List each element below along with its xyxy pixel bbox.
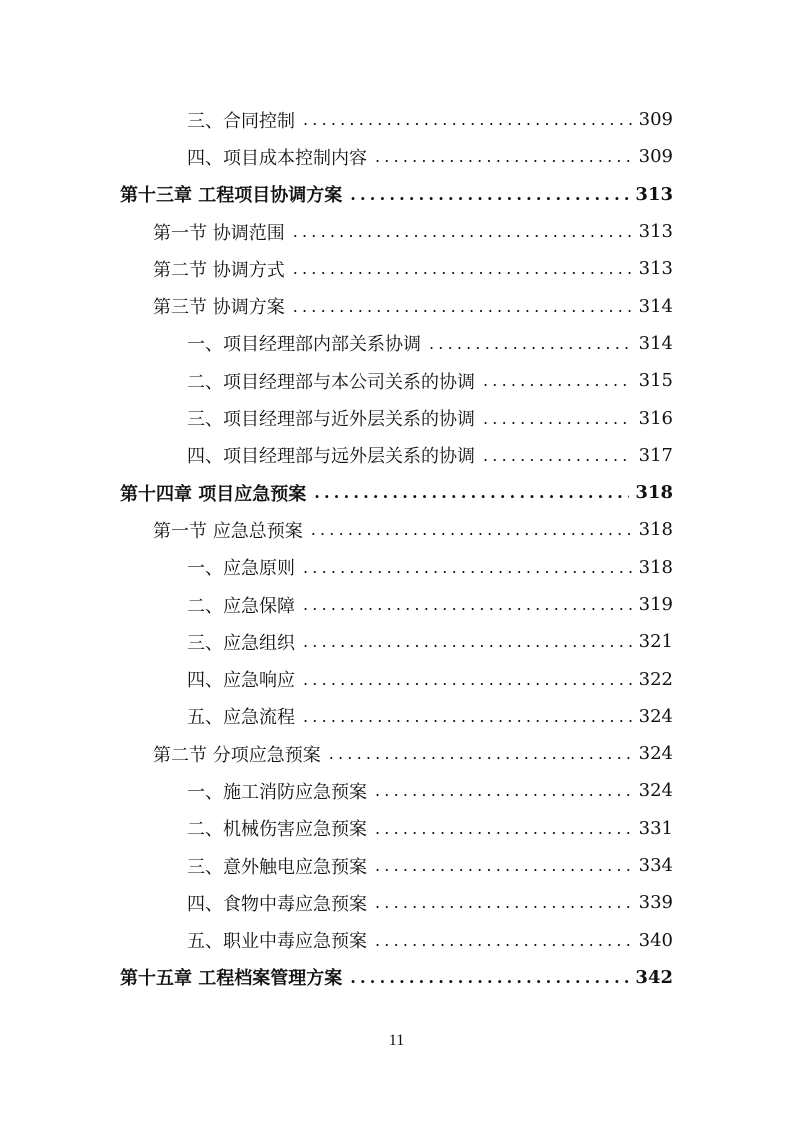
toc-dot-leader xyxy=(429,334,633,353)
toc-subsection-entry[interactable] xyxy=(0,810,793,847)
toc-subsection-entry[interactable] xyxy=(0,138,793,175)
toc-subsection-entry[interactable] xyxy=(0,698,793,735)
toc-entry-title: 三、项目经理部与近外层关系的协调 xyxy=(187,409,475,431)
toc-dot-leader xyxy=(303,558,633,577)
toc-entry-title: 三、合同控制 xyxy=(187,110,295,132)
toc-entry-page: 313 xyxy=(638,221,673,243)
toc-entry-title: 三、意外触电应急预案 xyxy=(187,856,367,878)
toc-entry-title: 二、项目经理部与本公司关系的协调 xyxy=(187,371,475,393)
toc-dot-leader xyxy=(350,968,629,987)
toc-dot-leader xyxy=(311,520,633,539)
toc-chapter-entry[interactable] xyxy=(0,474,793,511)
toc-entry-title: 第十四章 项目应急预案 xyxy=(120,483,307,505)
toc-entry-page: 313 xyxy=(638,258,673,280)
toc-entry-page: 321 xyxy=(638,631,673,653)
toc-entry-page: 316 xyxy=(638,407,673,429)
toc-subsection-entry[interactable] xyxy=(0,325,793,362)
toc-subsection-entry[interactable] xyxy=(0,922,793,959)
toc-subsection-entry[interactable] xyxy=(0,437,793,474)
toc-section-entry[interactable] xyxy=(0,213,793,250)
toc-entry-page: 331 xyxy=(638,817,673,839)
toc-entry-title: 第十五章 工程档案管理方案 xyxy=(120,968,343,990)
toc-subsection-entry[interactable] xyxy=(0,660,793,697)
toc-entry-title: 第三节 协调方案 xyxy=(153,297,285,319)
toc-entry-page: 317 xyxy=(638,444,673,466)
toc-dot-leader xyxy=(303,707,633,726)
toc-entry-page: 324 xyxy=(638,743,673,765)
toc-subsection-entry[interactable] xyxy=(0,847,793,884)
toc-dot-leader xyxy=(375,931,633,950)
toc-dot-leader xyxy=(293,259,633,278)
toc-chapter-entry[interactable] xyxy=(0,176,793,213)
toc-dot-leader xyxy=(303,110,633,129)
page-number: 11 xyxy=(388,1032,405,1049)
toc-entry-page: 324 xyxy=(638,780,673,802)
toc-entry-page: 339 xyxy=(638,892,673,914)
toc-entry-page: 334 xyxy=(638,855,673,877)
toc-entry-page: 342 xyxy=(635,966,673,988)
toc-entry-page: 309 xyxy=(638,109,673,131)
toc-entry-page: 340 xyxy=(638,929,673,951)
toc-dot-leader xyxy=(293,297,633,316)
toc-dot-leader xyxy=(483,371,633,390)
toc-entry-title: 二、应急保障 xyxy=(187,595,295,617)
toc-entry-title: 五、应急流程 xyxy=(187,707,295,729)
toc-dot-leader xyxy=(375,856,633,875)
toc-chapter-entry[interactable] xyxy=(0,959,793,996)
toc-subsection-entry[interactable] xyxy=(0,586,793,623)
toc-dot-leader xyxy=(293,222,633,241)
toc-entry-page: 313 xyxy=(635,183,673,205)
toc-dot-leader xyxy=(303,632,633,651)
toc-entry-title: 三、应急组织 xyxy=(187,632,295,654)
toc-subsection-entry[interactable] xyxy=(0,101,793,138)
toc-dot-leader xyxy=(314,483,629,502)
toc-entry-page: 324 xyxy=(638,705,673,727)
toc-section-entry[interactable] xyxy=(0,511,793,548)
toc-entry-title: 第二节 协调方式 xyxy=(153,259,285,281)
toc-dot-leader xyxy=(483,446,633,465)
toc-entry-title: 一、项目经理部内部关系协调 xyxy=(187,334,421,356)
toc-entry-page: 315 xyxy=(638,370,673,392)
toc-dot-leader xyxy=(303,595,633,614)
toc-subsection-entry[interactable] xyxy=(0,362,793,399)
toc-entry-page: 318 xyxy=(635,482,673,504)
toc-dot-leader xyxy=(375,819,633,838)
toc-subsection-entry[interactable] xyxy=(0,884,793,921)
toc-entry-title: 第一节 应急总预案 xyxy=(153,520,303,542)
toc-entry-page: 319 xyxy=(638,594,673,615)
toc-entry-page: 309 xyxy=(638,146,673,168)
toc-entry-title: 一、应急原则 xyxy=(187,558,295,580)
toc-entry-page: 322 xyxy=(638,668,673,690)
toc-entry-title: 四、项目经理部与远外层关系的协调 xyxy=(187,446,475,468)
toc-entry-title: 四、应急响应 xyxy=(187,670,295,692)
toc-section-entry[interactable] xyxy=(0,735,793,772)
toc-subsection-entry[interactable] xyxy=(0,399,793,436)
table-of-contents xyxy=(0,101,793,996)
toc-entry-title: 五、职业中毒应急预案 xyxy=(187,931,367,953)
toc-entry-title: 二、机械伤害应急预案 xyxy=(187,819,367,841)
toc-dot-leader xyxy=(303,670,633,689)
toc-entry-page: 318 xyxy=(638,556,673,578)
toc-dot-leader xyxy=(375,893,633,912)
toc-dot-leader xyxy=(483,409,633,428)
toc-subsection-entry[interactable] xyxy=(0,549,793,586)
toc-dot-leader xyxy=(375,781,633,800)
toc-entry-title: 第一节 协调范围 xyxy=(153,222,285,244)
toc-dot-leader xyxy=(350,185,629,204)
toc-entry-title: 第十三章 工程项目协调方案 xyxy=(120,185,343,207)
toc-section-entry[interactable] xyxy=(0,250,793,287)
toc-entry-page: 314 xyxy=(638,295,673,317)
toc-subsection-entry[interactable] xyxy=(0,623,793,660)
toc-section-entry[interactable] xyxy=(0,287,793,324)
toc-entry-title: 一、施工消防应急预案 xyxy=(187,781,367,803)
toc-entry-title: 四、食物中毒应急预案 xyxy=(187,893,367,915)
toc-entry-title: 第二节 分项应急预案 xyxy=(153,744,321,766)
toc-subsection-entry[interactable] xyxy=(0,772,793,809)
toc-entry-page: 314 xyxy=(638,332,673,354)
toc-dot-leader xyxy=(329,744,633,763)
toc-dot-leader xyxy=(375,147,633,166)
toc-entry-page: 318 xyxy=(638,519,673,541)
toc-entry-title: 四、项目成本控制内容 xyxy=(187,147,367,169)
